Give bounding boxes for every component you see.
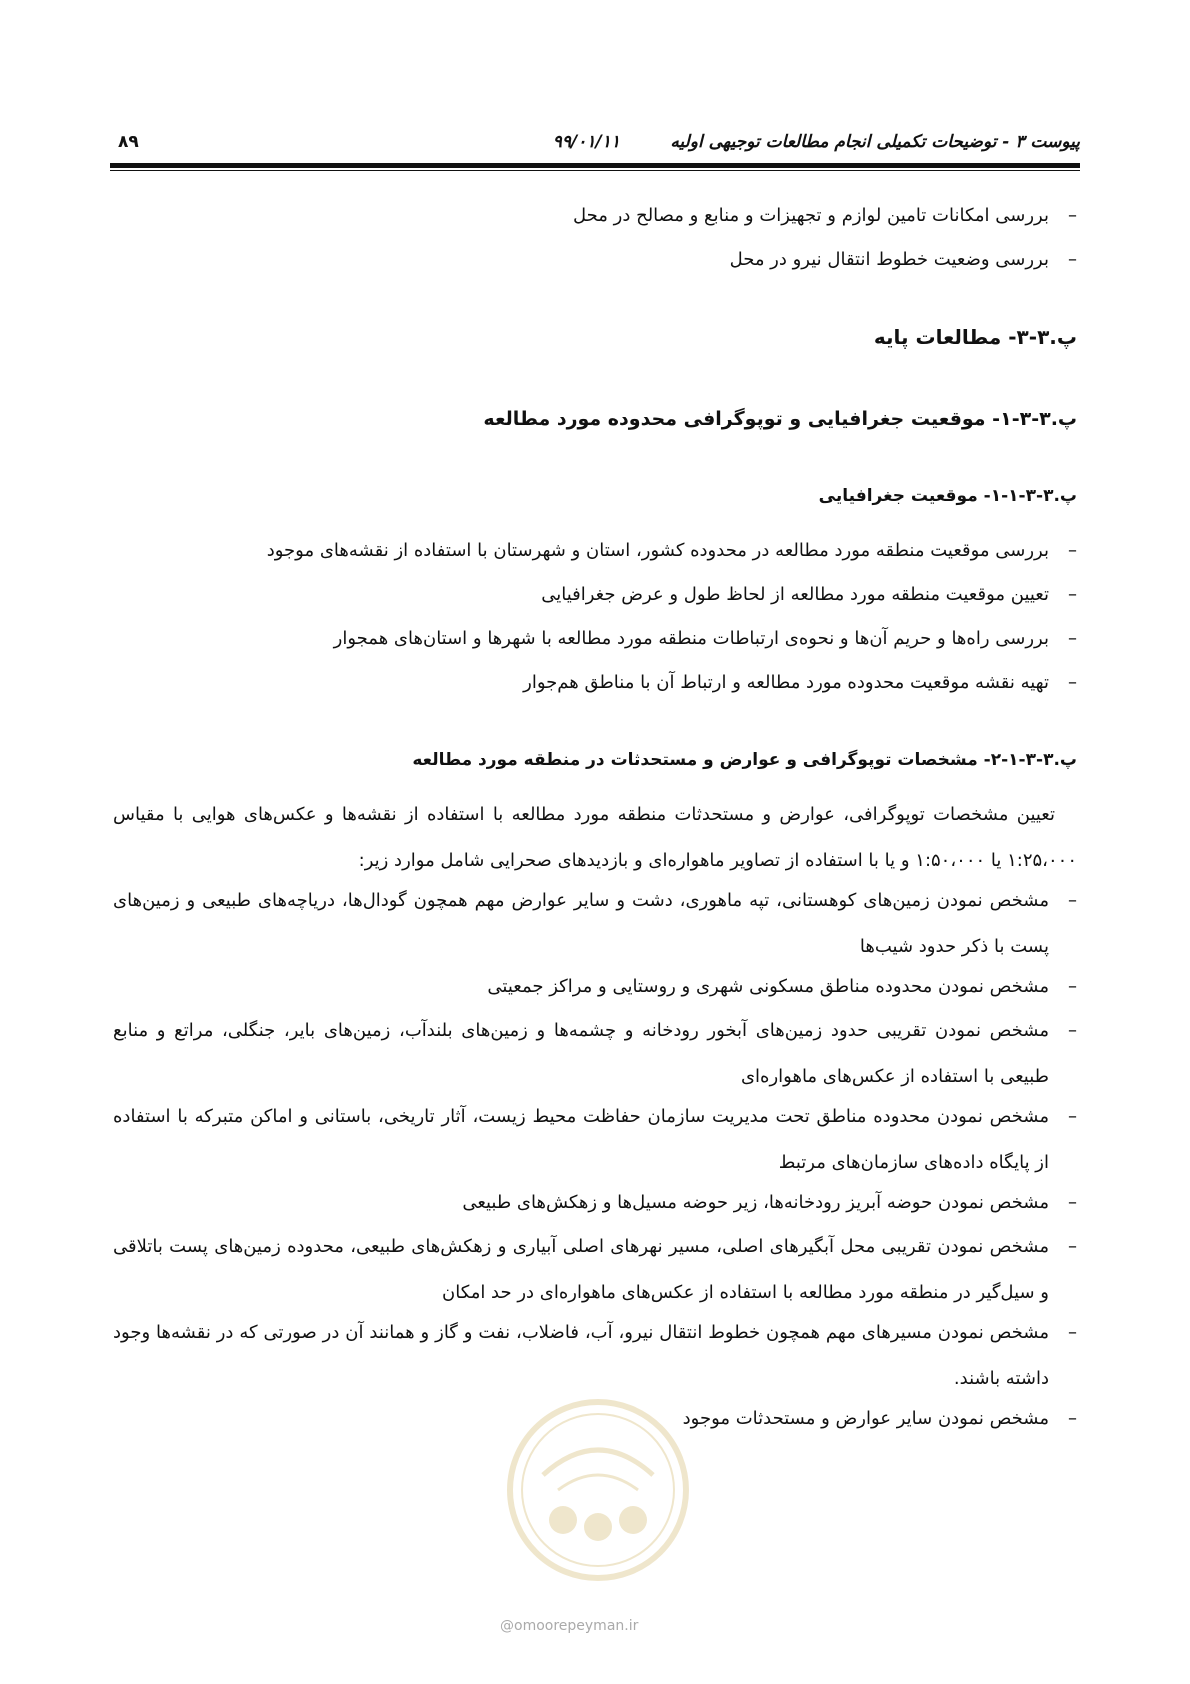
subsubsection-heading: پ.۳-۳-۱-۲- مشخصات توپوگرافی و عوارض و مستحدثات در منطقه مورد مطالعه xyxy=(412,750,1077,770)
bullet-dash: – xyxy=(1068,890,1077,911)
watermark-url: @omoorepeyman.ir xyxy=(500,1618,639,1634)
bullet-text: مشخص نمودن سایر عوارض و مستحدثات موجود xyxy=(682,1408,1049,1429)
bullet-text: مشخص نمودن تقریبی حدود زمین‌های آبخور رودخانه و چشمه‌ها و زمین‌های بلندآب، زمین‌های بایر، جنگلی، مراتع و منابع طبیعی با استفاده از عکس‌های ماهواره‌ای xyxy=(113,1020,1049,1087)
bullet-dash: – xyxy=(1068,1192,1077,1213)
subsection-heading: پ.۳-۳-۱- موقعیت جغرافیایی و توپوگرافی محدوده مورد مطالعه xyxy=(483,408,1077,430)
bullet-dash: – xyxy=(1068,1106,1077,1127)
bullet-text: مشخص نمودن حوضه آبریز رودخانه‌ها، زیر حوضه مسیل‌ها و زهکش‌های طبیعی xyxy=(462,1192,1049,1213)
list-item xyxy=(113,1180,1077,1226)
list-item xyxy=(113,964,1077,1010)
watermark-seal xyxy=(503,1395,693,1585)
bullet-dash: – xyxy=(1068,1020,1077,1041)
bullet-text: مشخص نمودن محدوده مناطق تحت مدیریت سازمان حفاظت محیط زیست، آثار تاریخی، باستانی و اماکن متبرکه با استفاده از پایگاه داده‌های سازمان‌های مرتبط xyxy=(113,1106,1049,1173)
list-item xyxy=(113,1094,1077,1186)
list-item xyxy=(113,572,1077,618)
list-item xyxy=(113,1224,1077,1316)
bullet-dash: – xyxy=(1068,672,1077,693)
list-item xyxy=(113,528,1077,574)
bullet-text: مشخص نمودن مسیرهای مهم همچون خطوط انتقال نیرو، آب، فاضلاب، نفت و گاز و همانند آن در صورتی که در نقشه‌ها وجود داشته باشند. xyxy=(113,1322,1049,1389)
list-item xyxy=(113,616,1077,662)
bullet-dash: – xyxy=(1068,628,1077,649)
bullet-dash: – xyxy=(1068,1236,1077,1257)
bullet-text: بررسی وضعیت خطوط انتقال نیرو در محل xyxy=(729,249,1049,270)
bullet-dash: – xyxy=(1068,205,1077,226)
list-item xyxy=(113,1008,1077,1100)
bullet-text: بررسی راه‌ها و حریم آن‌ها و نحوه‌ی ارتباطات منطقه مورد مطالعه با شهرها و استان‌های همجوار xyxy=(333,628,1049,649)
header-title: پیوست ۳ - توضیحات تکمیلی انجام مطالعات توجیهی اولیه xyxy=(670,132,1080,152)
section-heading: پ.۳-۳- مطالعات پایه xyxy=(873,325,1077,349)
bullet-dash: – xyxy=(1068,584,1077,605)
bullet-dash: – xyxy=(1068,540,1077,561)
bullet-text: مشخص نمودن زمین‌های کوهستانی، تپه ماهوری، دشت و سایر عوارض مهم همچون گودال‌ها، دریاچه‌های طبیعی و زمین‌های پست با ذکر حدود شیب‌ها xyxy=(113,890,1049,957)
bullet-text: مشخص نمودن محدوده مناطق مسکونی شهری و روستایی و مراکز جمعیتی xyxy=(487,976,1049,997)
page-header xyxy=(110,128,1080,158)
intro-paragraph: تعیین مشخصات توپوگرافی، عوارض و مستحدثات منطقه مورد مطالعه با استفاده از نقشه‌ها و عکس‌های هوایی با مقیاس ۱:۲۵،۰۰۰ یا ۱:۵۰،۰۰۰ و یا با استفاده از تصاویر ماهواره‌ای و بازدیدهای صحرایی شامل موارد زیر: xyxy=(113,804,1077,871)
list-item xyxy=(113,237,1077,283)
bullet-dash: – xyxy=(1068,976,1077,997)
bullet-dash: – xyxy=(1068,249,1077,270)
header-rule-thick xyxy=(110,163,1080,168)
list-item xyxy=(113,193,1077,239)
bullet-text: مشخص نمودن تقریبی محل آبگیرهای اصلی، مسیر نهرهای اصلی آبیاری و زهکش‌های طبیعی، محدوده زمین‌های پست باتلاقی و سیل‌گیر در منطقه مورد مطالعه با استفاده از عکس‌های ماهواره‌ای در حد امکان xyxy=(113,1236,1049,1303)
list-item xyxy=(113,660,1077,706)
bullet-text: تعیین موقعیت منطقه مورد مطالعه از لحاظ طول و عرض جغرافیایی xyxy=(541,584,1049,605)
bullet-dash: – xyxy=(1068,1322,1077,1343)
header-date: ۹۹/۰۱/۱۱ xyxy=(552,132,620,152)
page-number: ۸۹ xyxy=(118,132,139,152)
subsubsection-heading: پ.۳-۳-۱-۱- موقعیت جغرافیایی xyxy=(818,486,1077,506)
header-rule-thin xyxy=(110,170,1080,171)
list-item xyxy=(113,1310,1077,1402)
bullet-text: تهیه نقشه موقعیت محدوده مورد مطالعه و ارتباط آن با مناطق هم‌جوار xyxy=(523,672,1049,693)
bullet-text: بررسی موقعیت منطقه مورد مطالعه در محدوده کشور، استان و شهرستان با استفاده از نقشه‌های موجود xyxy=(266,540,1049,561)
bullet-text: بررسی امکانات تامین لوازم و تجهیزات و منابع و مصالح در محل xyxy=(573,205,1049,226)
list-item xyxy=(113,878,1077,970)
bullet-dash: – xyxy=(1068,1408,1077,1429)
